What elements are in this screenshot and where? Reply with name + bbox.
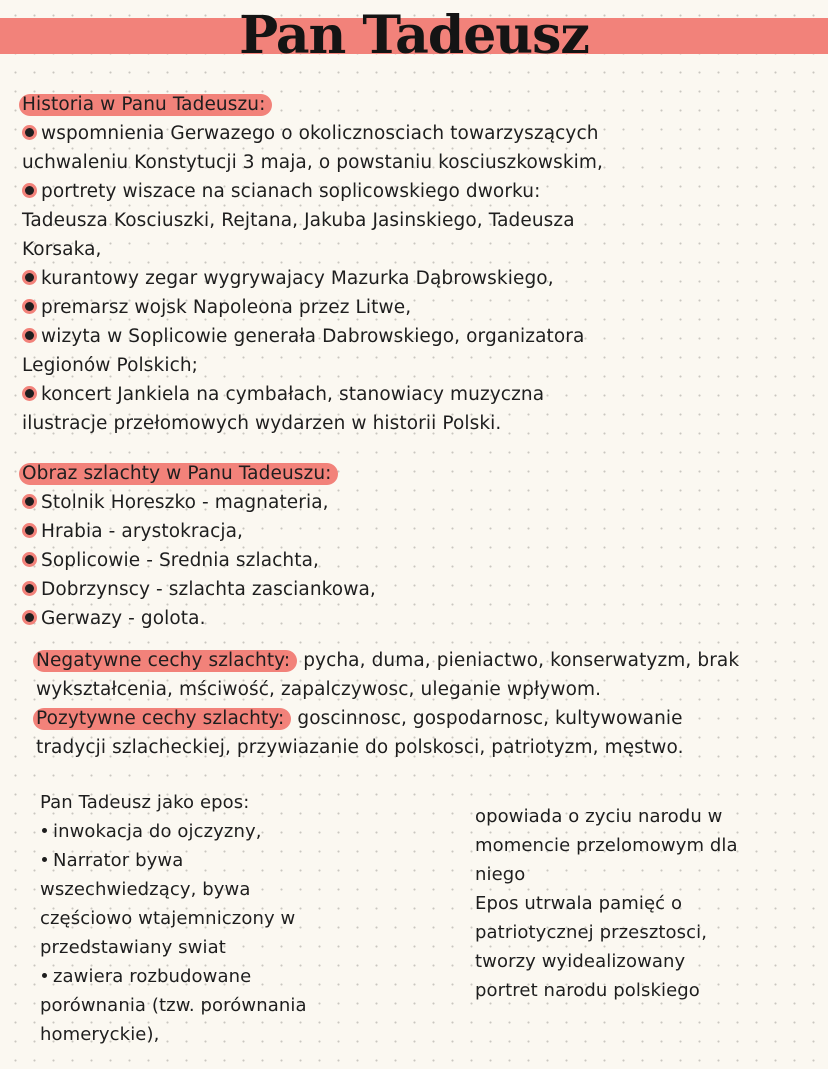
bullet-icon	[25, 128, 34, 137]
epos-line: portret narodu polskiego	[475, 980, 700, 1001]
bullet-icon	[25, 389, 34, 398]
bullet-icon	[25, 613, 34, 622]
bullet-icon	[25, 302, 34, 311]
bullet-icon	[42, 857, 47, 862]
historia-heading: Historia w Panu Tadeuszu:	[19, 94, 272, 116]
szlachta-section	[22, 459, 376, 633]
szlachta-item: Hrabia - arystokracja,	[41, 521, 243, 542]
historia-line: premarsz wojsk Napoleona przez Litwe,	[41, 297, 412, 318]
negatywne-label: Negatywne cechy szlachty:	[33, 650, 297, 672]
historia-line: Korsaka,	[22, 239, 102, 260]
epos-left-column	[40, 788, 307, 1049]
epos-line: momencie przelomowym dla	[475, 835, 738, 856]
bullet-icon	[25, 584, 34, 593]
epos-line: niego	[475, 864, 526, 885]
historia-line: ilustracje przełomowych wydarzen w historii Polski.	[22, 413, 502, 434]
negatywne-text: wykształcenia, mściwość, zapalczywosc, uleganie wpływom.	[36, 679, 602, 700]
epos-line: częściowo wtajemniczony w	[40, 908, 296, 929]
bullet-icon	[25, 497, 34, 506]
epos-heading: Pan Tadeusz jako epos:	[40, 792, 250, 813]
szlachta-item: Soplicowie - Srednia szlachta,	[41, 550, 320, 571]
epos-line: opowiada o zyciu narodu w	[475, 806, 723, 827]
historia-line: portrety wiszace na scianach soplicowskiego dworku:	[41, 181, 541, 202]
epos-line: zawiera rozbudowane	[53, 966, 252, 987]
szlachta-item: Gerwazy - golota.	[41, 608, 206, 629]
epos-line: wszechwiedzący, bywa	[40, 879, 251, 900]
epos-line: Epos utrwala pamięć o	[475, 893, 683, 914]
epos-line: Narrator bywa	[53, 850, 184, 871]
epos-line: przedstawiany swiat	[40, 937, 226, 958]
pozytywne-text: goscinnosc, gospodarnosc, kultywowanie	[291, 708, 683, 729]
negatywne-text: pycha, duma, pieniactwo, konserwatyzm, brak	[297, 650, 740, 671]
historia-section	[22, 90, 603, 438]
szlachta-heading: Obraz szlachty w Panu Tadeuszu:	[19, 463, 338, 485]
historia-line: kurantowy zegar wygrywajacy Mazurka Dąbrowskiego,	[41, 268, 554, 289]
cechy-section	[36, 646, 739, 762]
szlachta-item: Stolnik Horeszko - magnateria,	[41, 492, 329, 513]
historia-line: uchwaleniu Konstytucji 3 maja, o powstaniu kosciuszkowskim,	[22, 152, 604, 173]
epos-right-column	[475, 802, 738, 1005]
epos-line: porównania (tzw. porównania	[40, 995, 307, 1016]
bullet-icon	[42, 973, 47, 978]
historia-line: Tadeusza Kosciuszki, Rejtana, Jakuba Jasinskiego, Tadeusza	[22, 210, 575, 231]
pozytywne-text: tradycji szlacheckiej, przywiazanie do polskosci, patriotyzm, męstwo.	[36, 737, 684, 758]
historia-line: wspomnienia Gerwazego o okolicznosciach towarzyszących	[41, 123, 599, 144]
epos-line: homeryckie),	[40, 1024, 160, 1045]
bullet-icon	[25, 555, 34, 564]
historia-line: wizyta w Soplicowie generała Dabrowskiego, organizatora	[41, 326, 585, 347]
bullet-icon	[25, 273, 34, 282]
bullet-icon	[42, 828, 47, 833]
epos-line: tworzy wyidealizowany	[475, 951, 686, 972]
historia-line: koncert Jankiela na cymbałach, stanowiacy muzyczna	[41, 384, 545, 405]
page-title: Pan Tadeusz	[239, 5, 589, 66]
bullet-icon	[25, 331, 34, 340]
historia-line: Legionów Polskich;	[22, 355, 198, 376]
epos-line: patriotycznej przesztosci,	[475, 922, 708, 943]
bullet-icon	[25, 186, 34, 195]
szlachta-item: Dobrzynscy - szlachta zasciankowa,	[41, 579, 376, 600]
epos-line: inwokacja do ojczyzny,	[53, 821, 262, 842]
bullet-icon	[25, 526, 34, 535]
pozytywne-label: Pozytywne cechy szlachty:	[33, 708, 291, 730]
